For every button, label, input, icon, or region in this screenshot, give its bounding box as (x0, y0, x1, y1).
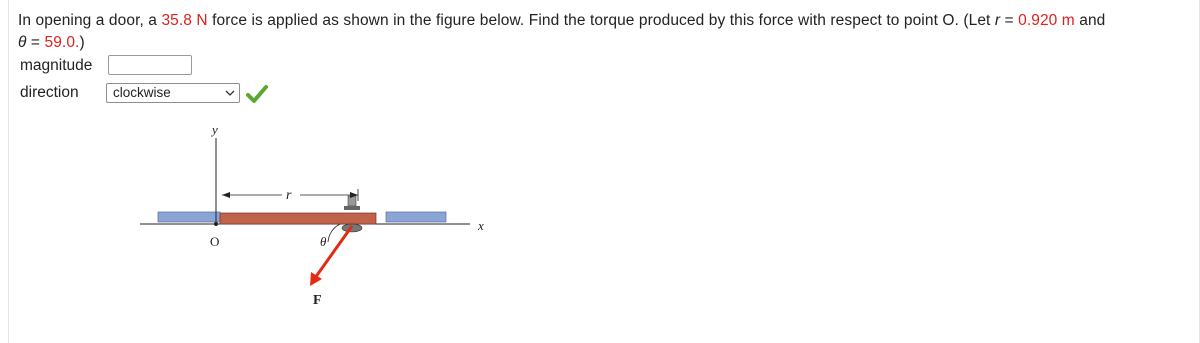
checkmark-icon (246, 84, 268, 104)
theta-variable: θ (18, 34, 27, 51)
theta-value: 59.0. (44, 34, 80, 51)
right-wall (386, 212, 446, 222)
force-label: F (313, 293, 322, 308)
r-variable: r (994, 12, 1001, 29)
r-label: r (286, 188, 292, 203)
y-axis-label: y (212, 122, 218, 137)
direction-select[interactable] (106, 83, 240, 103)
magnitude-label: magnitude (20, 57, 93, 74)
force-value: 35.8 N (161, 12, 208, 29)
theta-arc (328, 224, 340, 242)
door (220, 213, 376, 224)
door-torque-figure (130, 118, 510, 328)
origin-label: O (210, 234, 220, 249)
left-wall (158, 212, 220, 222)
door-handle (348, 196, 356, 206)
theta-label: θ (320, 234, 327, 249)
direction-label: direction (20, 84, 79, 101)
magnitude-input[interactable] (108, 55, 192, 75)
pivot-point (214, 222, 218, 226)
chevron-down-icon (225, 89, 235, 97)
x-axis-label: x (478, 218, 484, 233)
direction-selected-value: clockwise (113, 85, 171, 100)
question-text: In opening a door, a 35.8 N force is applied as shown in the figure below. Find the torque produced by this force with respect to point O. (Let r = 0.920 m and θ = 59.0.) (18, 12, 1106, 51)
r-value: 0.920 m (1018, 12, 1075, 29)
